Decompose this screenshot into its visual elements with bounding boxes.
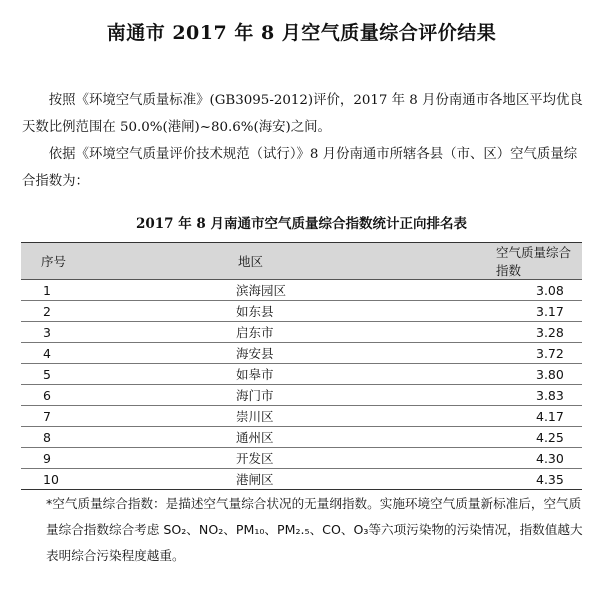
row-rank: 1: [21, 280, 163, 301]
row-rank: 2: [21, 301, 163, 322]
row-region: 如东县: [163, 301, 386, 322]
row-region: 海安县: [163, 343, 386, 364]
row-rank: 7: [21, 406, 163, 427]
row-index: 3.17: [386, 301, 582, 322]
paragraph-evaluation-spec: 依据《环境空气质量评价技术规范（试行）》8 月份南通市所辖各县（市、区）空气质量综合指数为：: [22, 147, 578, 189]
row-index: 3.83: [386, 385, 582, 406]
table-row: [21, 385, 582, 406]
paragraph-evaluation-standard: 按照《环境空气质量标准》(GB3095-2012)评价，2017 年 8 月份南通市各地区平均优良天数比例范围在 50.0%(港闸)~80.6%(海安)之间。: [22, 93, 583, 135]
row-index: 4.35: [386, 469, 582, 490]
row-rank: 6: [21, 385, 163, 406]
ranking-table: [21, 242, 582, 490]
row-region: 海门市: [163, 385, 386, 406]
table-row: [21, 280, 582, 301]
row-index: 4.30: [386, 448, 582, 469]
row-rank: 3: [21, 322, 163, 343]
row-index: 3.28: [386, 322, 582, 343]
header-rank: 序号: [21, 243, 163, 280]
row-index: 4.17: [386, 406, 582, 427]
row-rank: 8: [21, 427, 163, 448]
table-row: [21, 322, 582, 343]
row-region: 如皋市: [163, 364, 386, 385]
table-row: [21, 469, 582, 490]
row-index: 3.72: [386, 343, 582, 364]
row-region: 启东市: [163, 322, 386, 343]
row-region: 港闸区: [163, 469, 386, 490]
row-rank: 4: [21, 343, 163, 364]
row-rank: 5: [21, 364, 163, 385]
table-row: [21, 427, 582, 448]
row-region: 通州区: [163, 427, 386, 448]
footnote-definition: *空气质量综合指数：是描述空气量综合状况的无量纲指数。实施环境空气质量新标准后，空气质量综合指数综合考虑 SO₂、NO₂、PM₁₀、PM₂.₅、CO、O₃等六项污染物的污染情况，指数值越大表明综合污染程度越重。: [46, 496, 583, 563]
row-index: 4.25: [386, 427, 582, 448]
row-region: 滨海园区: [163, 280, 386, 301]
table-row: [21, 343, 582, 364]
header-region: 地区: [163, 243, 386, 280]
document-title: 南通市 2017 年 8 月空气质量综合评价结果: [106, 22, 497, 44]
row-index: 3.08: [386, 280, 582, 301]
row-index: 3.80: [386, 364, 582, 385]
header-index: 空气质量综合指数: [386, 243, 582, 280]
table-row: [21, 406, 582, 427]
table-row: [21, 364, 582, 385]
row-region: 开发区: [163, 448, 386, 469]
table-row: [21, 448, 582, 469]
row-rank: 9: [21, 448, 163, 469]
table-row: [21, 301, 582, 322]
table-caption: 2017 年 8 月南通市空气质量综合指数统计正向排名表: [135, 216, 468, 232]
row-rank: 10: [21, 469, 163, 490]
table-header-row: [21, 243, 582, 280]
row-region: 崇川区: [163, 406, 386, 427]
